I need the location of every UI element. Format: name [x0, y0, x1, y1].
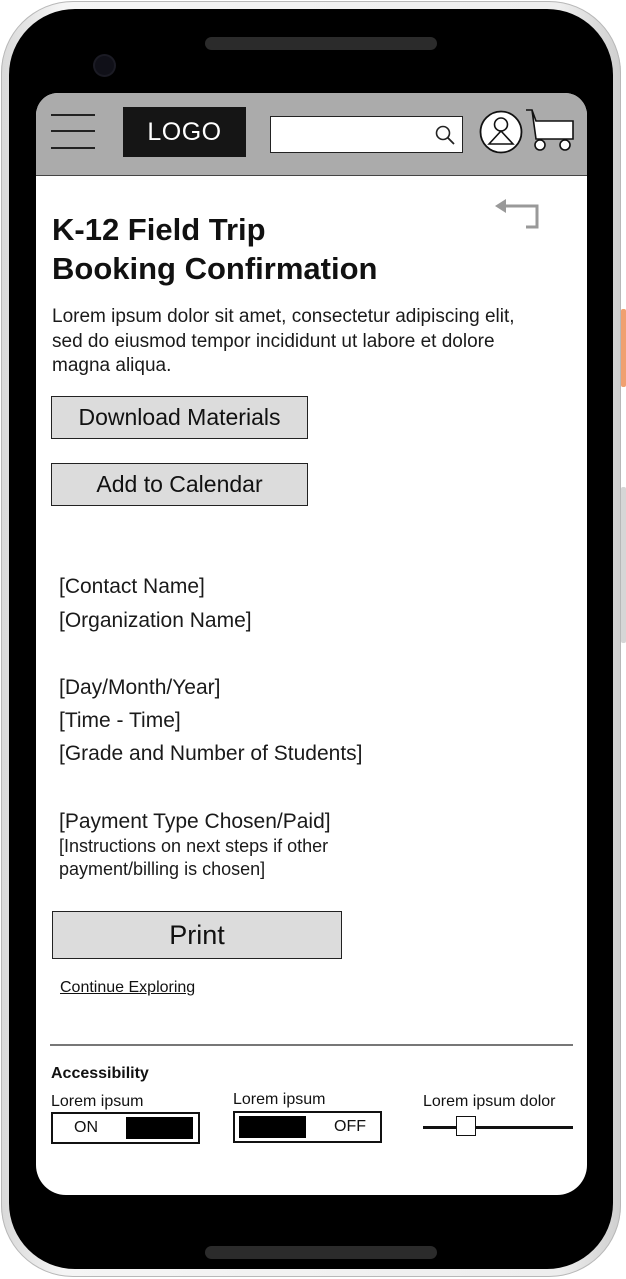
slider-track [423, 1126, 573, 1129]
grade-and-students: [Grade and Number of Students] [59, 742, 363, 765]
organization-name: [Organization Name] [59, 609, 252, 632]
download-materials-button[interactable]: Download Materials [51, 396, 308, 439]
volume-button [621, 487, 626, 643]
accessibility-slider[interactable] [423, 1114, 573, 1142]
toggle-2-knob [239, 1116, 306, 1138]
toggle-2-label: Lorem ipsum [233, 1091, 326, 1108]
search-icon[interactable] [433, 123, 457, 147]
toggle-1-knob [126, 1117, 193, 1139]
print-button[interactable]: Print [52, 911, 342, 959]
slider-thumb[interactable] [456, 1116, 476, 1136]
search-input[interactable] [271, 117, 431, 151]
add-to-calendar-button[interactable]: Add to Calendar [51, 463, 308, 506]
search-box [270, 116, 463, 153]
toggle-2-switch[interactable] [233, 1111, 382, 1143]
user-account-icon[interactable] [479, 110, 523, 154]
logo[interactable]: LOGO [123, 107, 246, 157]
page-title [52, 210, 482, 288]
continue-exploring-link[interactable]: Continue Exploring [60, 979, 196, 996]
power-button [621, 309, 626, 387]
booking-date: [Day/Month/Year] [59, 676, 221, 699]
payment-instructions: [Instructions on next steps if other payment/billing is chosen] [59, 836, 329, 879]
contact-name: [Contact Name] [59, 575, 205, 598]
bottom-speaker [205, 1246, 437, 1259]
accessibility-heading: Accessibility [51, 1065, 149, 1082]
toggle-1-state: ON [74, 1119, 98, 1136]
hamburger-menu-icon[interactable] [51, 112, 95, 150]
back-arrow-icon[interactable] [495, 197, 541, 233]
earpiece-speaker [205, 37, 437, 50]
page-description: Lorem ipsum dolor sit amet, consectetur adipiscing elit, sed do eiusmod tempor incididunt ut labore et dolore magna aliqua. [52, 306, 515, 376]
shopping-cart-icon[interactable] [525, 107, 577, 153]
page-title-line-2: Booking Confirmation [52, 251, 378, 286]
payment-type: [Payment Type Chosen/Paid] [59, 810, 331, 833]
page-title-line-1: K-12 Field Trip [52, 212, 266, 247]
app-screen [36, 93, 587, 1195]
toggle-1-switch[interactable] [51, 1112, 200, 1144]
divider [50, 1044, 573, 1046]
front-camera-icon [95, 56, 114, 75]
booking-time: [Time - Time] [59, 709, 181, 732]
toggle-2-state: OFF [334, 1118, 366, 1135]
toggle-1-label: Lorem ipsum [51, 1093, 144, 1110]
top-navigation-bar [36, 93, 587, 176]
slider-label: Lorem ipsum dolor [423, 1093, 556, 1110]
